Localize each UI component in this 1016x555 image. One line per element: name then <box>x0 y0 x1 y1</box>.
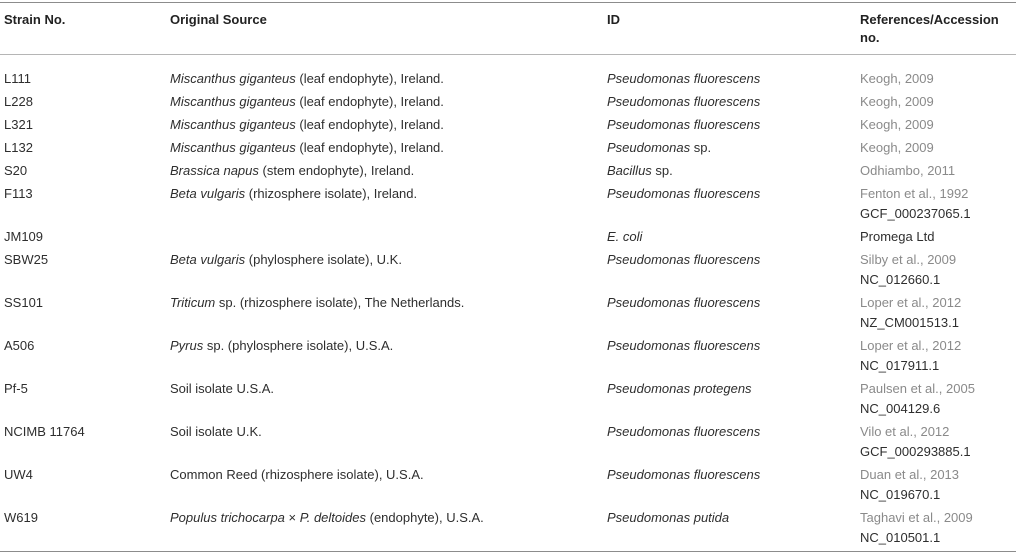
cell-strain: F113 <box>4 186 33 201</box>
cell-source <box>170 333 607 376</box>
cell-id <box>607 112 860 135</box>
cell-reference <box>860 135 1016 158</box>
cell-source <box>170 158 607 181</box>
header-id: ID <box>607 12 620 27</box>
reference-text: Fenton et al., 1992 <box>860 186 969 201</box>
table-row <box>0 112 1016 135</box>
reference-text: Keogh, 2009 <box>860 71 934 86</box>
source-detail: (leaf endophyte), Ireland. <box>295 117 444 132</box>
id-species: Pseudomonas putida <box>607 510 730 525</box>
source-cross: × <box>284 510 300 525</box>
cell-strain: SBW25 <box>4 252 49 267</box>
table-header-row <box>0 3 1016 55</box>
id-species: Pseudomonas fluorescens <box>607 295 761 310</box>
source-detail: Common Reed (rhizosphere isolate), U.S.A. <box>170 467 424 482</box>
cell-reference <box>860 55 1016 89</box>
cell-source <box>170 462 607 505</box>
table-row <box>0 55 1016 89</box>
cell-strain: SS101 <box>4 295 44 310</box>
id-species: Pseudomonas <box>607 140 691 155</box>
source-detail: (rhizosphere isolate), Ireland. <box>245 186 418 201</box>
id-species: Pseudomonas fluorescens <box>607 338 761 353</box>
cell-strain: W619 <box>4 510 38 525</box>
source-detail: (leaf endophyte), Ireland. <box>295 71 444 86</box>
source-species: Triticum <box>170 295 216 310</box>
cell-id <box>607 247 860 290</box>
cell-strain: Pf-5 <box>4 381 28 396</box>
id-species: Pseudomonas fluorescens <box>607 186 761 201</box>
cell-reference <box>860 247 1016 290</box>
cell-id <box>607 135 860 158</box>
accession-number: NC_004129.6 <box>860 401 941 416</box>
cell-id <box>607 419 860 462</box>
source-detail: (endophyte), U.S.A. <box>366 510 484 525</box>
id-species: E. coli <box>607 229 643 244</box>
strain-table <box>0 3 1016 548</box>
cell-id <box>607 290 860 333</box>
reference-text: Vilo et al., 2012 <box>860 424 950 439</box>
id-suffix: sp. <box>690 140 712 155</box>
cell-id <box>607 376 860 419</box>
table-body <box>0 55 1016 548</box>
cell-reference <box>860 224 1016 247</box>
id-suffix: sp. <box>651 163 673 178</box>
source-detail: (leaf endophyte), Ireland. <box>295 140 444 155</box>
cell-source <box>170 181 607 224</box>
source-detail: sp. (phylosphere isolate), U.S.A. <box>203 338 394 353</box>
source-detail: sp. (rhizosphere isolate), The Netherlands. <box>215 295 465 310</box>
cell-source <box>170 505 607 548</box>
cell-reference <box>860 505 1016 548</box>
reference-text: Silby et al., 2009 <box>860 252 957 267</box>
table-row <box>0 158 1016 181</box>
cell-source <box>170 224 607 247</box>
table-row <box>0 505 1016 548</box>
id-species: Pseudomonas fluorescens <box>607 467 761 482</box>
reference-text: Paulsen et al., 2005 <box>860 381 975 396</box>
cell-strain: L228 <box>4 94 33 109</box>
accession-number: GCF_000293885.1 <box>860 444 971 459</box>
cell-reference <box>860 89 1016 112</box>
source-species: Beta vulgaris <box>170 252 246 267</box>
table-row <box>0 181 1016 224</box>
source-detail: Soil isolate U.K. <box>170 424 262 439</box>
table-row <box>0 462 1016 505</box>
cell-id <box>607 333 860 376</box>
source-species-2: P. deltoides <box>299 510 366 525</box>
cell-source <box>170 247 607 290</box>
source-species: Miscanthus giganteus <box>170 71 296 86</box>
cell-id <box>607 181 860 224</box>
cell-strain: A506 <box>4 338 35 353</box>
cell-id <box>607 55 860 89</box>
cell-reference <box>860 419 1016 462</box>
source-detail: (leaf endophyte), Ireland. <box>295 94 444 109</box>
reference-text: Odhiambo, 2011 <box>860 163 956 178</box>
reference-text: Promega Ltd <box>860 229 935 244</box>
accession-number: NC_017911.1 <box>860 358 940 373</box>
accession-number: NC_010501.1 <box>860 530 941 545</box>
cell-id <box>607 89 860 112</box>
source-species: Pyrus <box>170 338 204 353</box>
cell-source <box>170 419 607 462</box>
cell-strain: L111 <box>4 71 31 86</box>
cell-id <box>607 158 860 181</box>
reference-text: Taghavi et al., 2009 <box>860 510 973 525</box>
cell-reference <box>860 462 1016 505</box>
table-row <box>0 247 1016 290</box>
id-species: Pseudomonas fluorescens <box>607 117 761 132</box>
cell-reference <box>860 376 1016 419</box>
source-detail: (phylosphere isolate), U.K. <box>245 252 402 267</box>
cell-reference <box>860 181 1016 224</box>
cell-id <box>607 224 860 247</box>
cell-strain: L132 <box>4 140 33 155</box>
source-species: Brassica napus <box>170 163 259 178</box>
table-row <box>0 224 1016 247</box>
table-row <box>0 333 1016 376</box>
cell-source <box>170 135 607 158</box>
header-references <box>860 3 1016 55</box>
id-species: Pseudomonas fluorescens <box>607 252 761 267</box>
reference-text: Loper et al., 2012 <box>860 338 962 353</box>
header-references-line1: References/Accession <box>860 12 999 27</box>
cell-id <box>607 505 860 548</box>
id-species: Pseudomonas fluorescens <box>607 94 761 109</box>
id-species: Pseudomonas fluorescens <box>607 71 761 86</box>
table-row <box>0 89 1016 112</box>
reference-text: Keogh, 2009 <box>860 117 934 132</box>
cell-source <box>170 89 607 112</box>
reference-text: Keogh, 2009 <box>860 140 934 155</box>
cell-strain: S20 <box>4 163 28 178</box>
table-row <box>0 290 1016 333</box>
reference-text: Loper et al., 2012 <box>860 295 962 310</box>
id-species: Pseudomonas protegens <box>607 381 752 396</box>
table-row <box>0 376 1016 419</box>
table-bottom-rule <box>0 551 1016 552</box>
id-species: Pseudomonas fluorescens <box>607 424 761 439</box>
cell-source <box>170 290 607 333</box>
source-species: Miscanthus giganteus <box>170 94 296 109</box>
cell-strain: L321 <box>4 117 33 132</box>
accession-number: NZ_CM001513.1 <box>860 315 959 330</box>
source-detail: (stem endophyte), Ireland. <box>258 163 415 178</box>
table-row <box>0 135 1016 158</box>
cell-reference <box>860 290 1016 333</box>
reference-text: Keogh, 2009 <box>860 94 934 109</box>
cell-id <box>607 462 860 505</box>
accession-number: NC_019670.1 <box>860 487 941 502</box>
source-species: Miscanthus giganteus <box>170 117 296 132</box>
source-species: Beta vulgaris <box>170 186 246 201</box>
cell-strain: UW4 <box>4 467 33 482</box>
cell-source <box>170 112 607 135</box>
cell-reference <box>860 112 1016 135</box>
cell-strain: NCIMB 11764 <box>4 424 85 439</box>
cell-source <box>170 376 607 419</box>
source-species: Miscanthus giganteus <box>170 140 296 155</box>
reference-text: Duan et al., 2013 <box>860 467 960 482</box>
accession-number: NC_012660.1 <box>860 272 941 287</box>
id-species: Bacillus <box>607 163 652 178</box>
table-row <box>0 419 1016 462</box>
header-strain: Strain No. <box>4 12 66 27</box>
header-references-line2: no. <box>860 30 880 45</box>
cell-strain: JM109 <box>4 229 44 244</box>
source-species: Populus trichocarpa <box>170 510 285 525</box>
header-source: Original Source <box>170 12 267 27</box>
cell-source <box>170 55 607 89</box>
accession-number: GCF_000237065.1 <box>860 206 971 221</box>
cell-reference <box>860 333 1016 376</box>
cell-reference <box>860 158 1016 181</box>
source-detail: Soil isolate U.S.A. <box>170 381 275 396</box>
